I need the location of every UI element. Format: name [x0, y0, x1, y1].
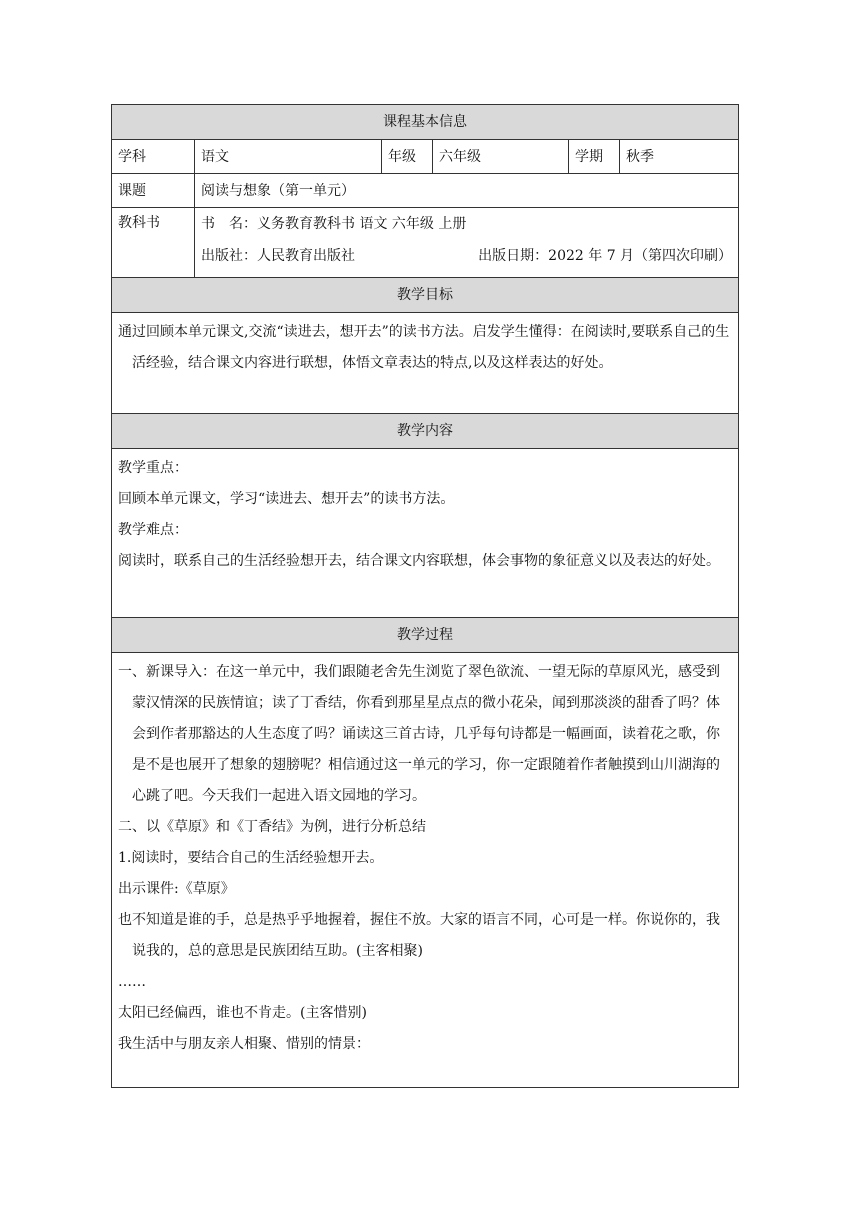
subject-label: 学科 [112, 140, 195, 174]
topic-value: 阅读与想象（第一单元） [195, 174, 739, 208]
grade-value: 六年级 [433, 140, 569, 174]
textbook-publish-date: 出版日期：2022 年 7 月（第四次印刷） [478, 248, 733, 264]
section-header-content: 教学内容 [112, 414, 739, 449]
process-courseware: 出示课件:《草原》 [118, 881, 235, 897]
process-part2-heading: 二、以《草原》和《丁香结》为例，进行分析总结 [118, 819, 426, 835]
difficult-point-label: 教学难点： [118, 522, 188, 538]
goal-cell [112, 313, 739, 414]
textbook-publisher: 出版社：人民教育出版社 [201, 248, 355, 264]
term-label: 学期 [569, 140, 620, 174]
process-quote1: 也不知道是谁的手，总是热乎乎地握着，握住不放。大家的语言不同，心可是一样。你说你的，我说我的，总的意思是民族团结互助。(主客相聚) [118, 912, 720, 959]
key-point-label: 教学重点： [118, 460, 188, 476]
textbook-details [195, 208, 739, 278]
subject-value: 语文 [195, 140, 382, 174]
term-value: 秋季 [620, 140, 739, 174]
content-cell [112, 449, 739, 618]
process-point1: 1.阅读时，要结合自己的生活经验想开去。 [118, 850, 384, 866]
textbook-title: 书 名：义务教育教科书 语文 六年级 上册 [201, 216, 467, 232]
lesson-plan-table [111, 104, 739, 1088]
difficult-point-text: 阅读时，联系自己的生活经验想开去，结合课文内容联想，体会事物的象征意义以及表达的好处。 [118, 553, 720, 569]
textbook-label: 教科书 [112, 208, 195, 278]
section-header-goal: 教学目标 [112, 278, 739, 313]
section-header-process: 教学过程 [112, 618, 739, 653]
process-ellipsis: …… [118, 974, 146, 990]
grade-label: 年级 [382, 140, 433, 174]
section-header-basic-info: 课程基本信息 [112, 105, 739, 140]
topic-label: 课题 [112, 174, 195, 208]
process-intro: 一、新课导入：在这一单元中，我们跟随老舍先生浏览了翠色欲流、一望无际的草原风光，感受到蒙汉情深的民族情谊；读了丁香结，你看到那星星点点的微小花朵，闻到那淡淡的甜香了吗？体会到作者那豁达的人生态度了吗？诵读这三首古诗，几乎每句诗都是一幅画面，读着花之歌，你是不是也展开了想象的翅膀呢？相信通过这一单元的学习，你一定跟随着作者触摸到山川湖海的心跳了吧。今天我们一起进入语文园地的学习。 [118, 664, 720, 804]
process-prompt: 我生活中与朋友亲人相聚、惜别的情景： [118, 1036, 370, 1052]
goal-text: 通过回顾本单元课文,交流“读进去，想开去”的读书方法。启发学生懂得：在阅读时,要联系自己的生活经验，结合课文内容进行联想，体悟文章表达的特点,以及这样表达的好处。 [118, 324, 730, 371]
key-point-text: 回顾本单元课文，学习“读进去、想开去”的读书方法。 [118, 491, 455, 507]
process-quote2: 太阳已经偏西，谁也不肯走。(主客惜别) [118, 1005, 367, 1021]
process-cell [112, 653, 739, 1088]
